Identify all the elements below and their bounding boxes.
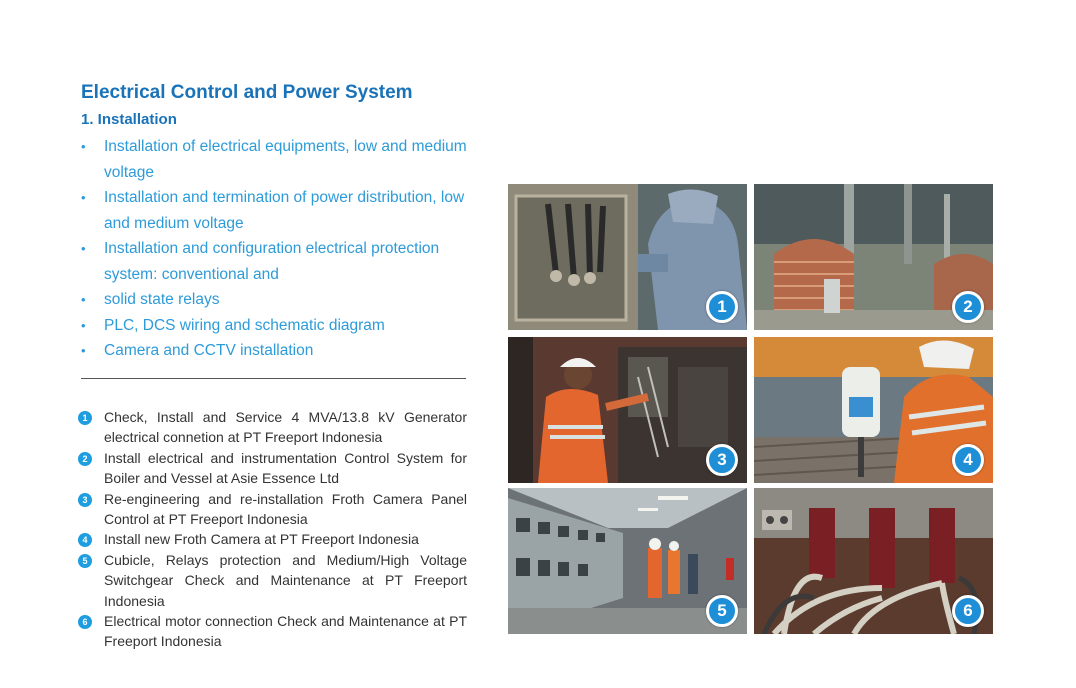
bullet-item: • PLC, DCS wiring and schematic diagram bbox=[81, 313, 481, 339]
bullet-item: • Installation of electrical equipments, low and medium voltage bbox=[81, 134, 481, 185]
photo-generator-connection bbox=[508, 184, 747, 330]
photo-number-badge: 2 bbox=[952, 291, 984, 323]
project-list bbox=[78, 407, 467, 652]
page-title: Electrical Control and Power System bbox=[81, 82, 413, 103]
bullet-dot-icon: • bbox=[81, 190, 86, 205]
photo-motor-connection bbox=[754, 488, 993, 634]
photo-switchgear-room bbox=[508, 488, 747, 634]
bullet-item: • Camera and CCTV installation bbox=[81, 338, 481, 364]
bullet-dot-icon: • bbox=[81, 343, 86, 358]
bullet-dot-icon: • bbox=[81, 292, 86, 307]
bullet-dot-icon: • bbox=[81, 241, 86, 256]
photo-froth-camera-panel bbox=[508, 337, 747, 483]
project-item: 6 Electrical motor connection Check and Maintenance at PT Freeport Indonesia bbox=[78, 611, 467, 652]
bullet-item: • Installation and configuration electrical protection system: conventional and bbox=[81, 236, 481, 287]
number-badge-icon: 4 bbox=[78, 533, 92, 547]
bullet-item: • Installation and termination of power distribution, low and medium voltage bbox=[81, 185, 481, 236]
photo-number-badge: 5 bbox=[706, 595, 738, 627]
number-badge-icon: 2 bbox=[78, 452, 92, 466]
number-badge-icon: 3 bbox=[78, 493, 92, 507]
project-item: 3 Re-engineering and re-installation Froth Camera Panel Control at PT Freeport Indonesia bbox=[78, 489, 467, 530]
project-item: 4 Install new Froth Camera at PT Freeport Indonesia bbox=[78, 529, 467, 549]
photo-froth-camera-install bbox=[754, 337, 993, 483]
section-subtitle: 1. Installation bbox=[81, 111, 177, 128]
project-item: 5 Cubicle, Relays protection and Medium/High Voltage Switchgear Check and Maintenance at PT Freeport Indonesia bbox=[78, 550, 467, 611]
installation-bullet-list bbox=[81, 134, 481, 364]
photo-number-badge: 1 bbox=[706, 291, 738, 323]
number-badge-icon: 6 bbox=[78, 615, 92, 629]
photo-number-badge: 4 bbox=[952, 444, 984, 476]
photo-number-badge: 3 bbox=[706, 444, 738, 476]
photo-number-badge: 6 bbox=[952, 595, 984, 627]
project-item: 2 Install electrical and instrumentation Control System for Boiler and Vessel at Asie Essence Ltd bbox=[78, 448, 467, 489]
number-badge-icon: 1 bbox=[78, 411, 92, 425]
bullet-dot-icon: • bbox=[81, 139, 86, 154]
bullet-dot-icon: • bbox=[81, 317, 86, 333]
bullet-item: • solid state relays bbox=[81, 287, 481, 313]
project-item: 1 Check, Install and Service 4 MVA/13.8 kV Generator electrical connetion at PT Freeport Indonesia bbox=[78, 407, 467, 448]
photo-boiler-vessel bbox=[754, 184, 993, 330]
section-divider bbox=[81, 378, 466, 379]
number-badge-icon: 5 bbox=[78, 554, 92, 568]
